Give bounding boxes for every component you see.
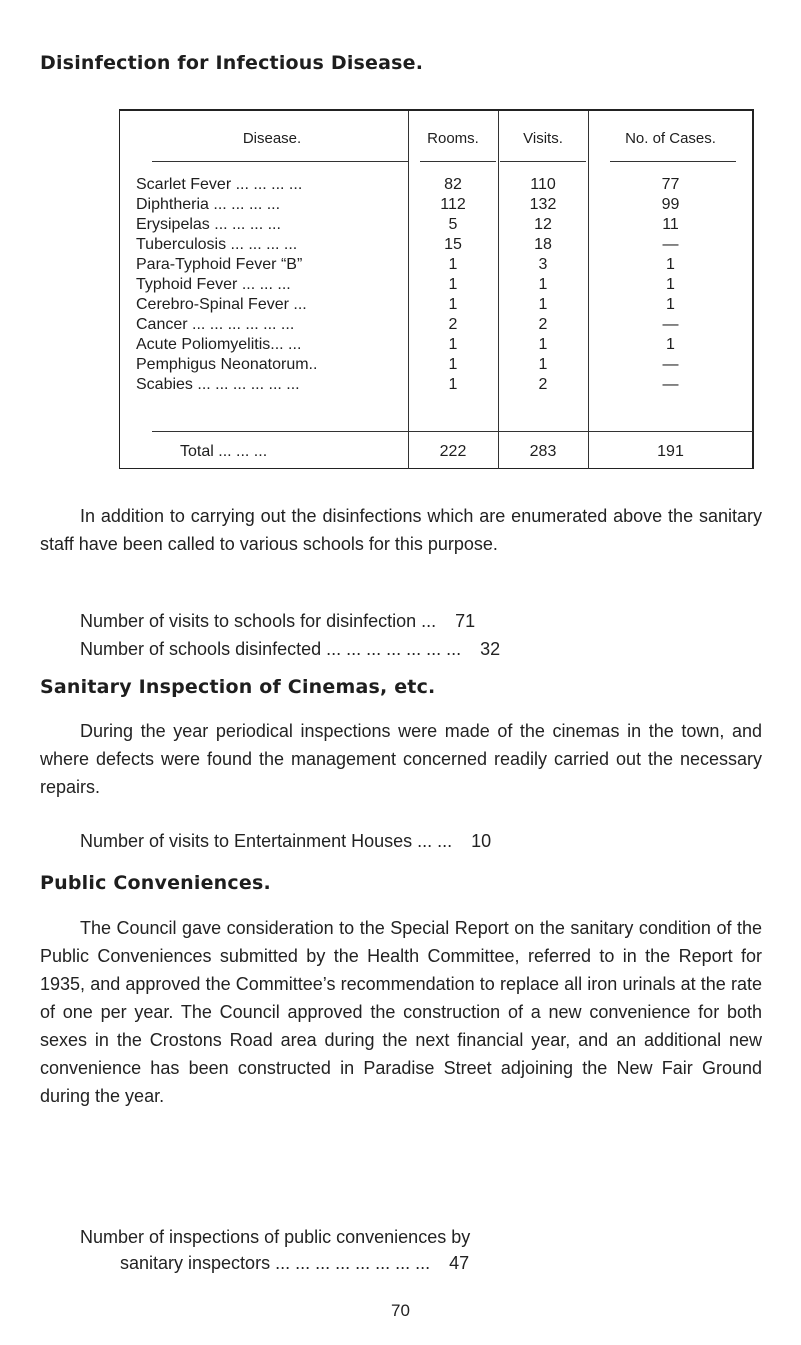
cell-visits: 2 <box>538 376 548 393</box>
stat-label: Number of visits to Entertainment Houses ... ... <box>80 831 453 851</box>
table-total-rule <box>152 431 753 432</box>
cell-visits: 18 <box>534 236 552 253</box>
cell-disease: Diphtheria ... ... ... ... <box>136 196 281 213</box>
table-row <box>120 295 753 315</box>
table-header-rule <box>500 161 586 162</box>
stat-label: Number of inspections of public conveniences by <box>80 1227 471 1247</box>
cell-disease: Scarlet Fever ... ... ... ... <box>136 176 303 193</box>
cell-cases: 1 <box>666 256 675 273</box>
table-row <box>120 315 753 335</box>
disinfection-table <box>119 109 754 469</box>
cell-visits: 110 <box>530 176 556 193</box>
cell-disease: Pemphigus Neonatorum.. <box>136 356 318 373</box>
table-row <box>120 335 753 355</box>
table-row <box>120 215 753 235</box>
stat-school-visits <box>80 609 475 633</box>
table-header-rule <box>610 161 736 162</box>
cell-cases: — <box>662 316 679 333</box>
stat-entertainment-visits <box>80 829 491 853</box>
cell-rooms: 1 <box>448 376 458 393</box>
cell-disease: Erysipelas ... ... ... ... <box>136 216 281 233</box>
cell-disease: Cerebro-Spinal Fever ... <box>136 296 307 313</box>
cell-rooms: 5 <box>448 216 458 233</box>
table-total-row <box>120 442 753 462</box>
section-title-public-conveniences: Public Conveniences. <box>40 872 271 894</box>
cell-visits: 132 <box>529 196 557 213</box>
cell-cases: 77 <box>661 176 680 193</box>
cell-cases: — <box>662 376 679 393</box>
cell-cases: 1 <box>666 336 675 353</box>
stat-label: sanitary inspectors ... ... ... ... ... ... ... ... <box>120 1253 431 1273</box>
cell-total-visits: 283 <box>529 443 557 460</box>
table-row <box>120 175 753 195</box>
cell-total-label: Total ... ... ... <box>180 443 268 460</box>
cell-rooms: 15 <box>444 236 462 253</box>
table-row <box>120 235 753 255</box>
stat-convenience-inspections-line2 <box>120 1251 469 1275</box>
cell-disease: Cancer ... ... ... ... ... ... <box>136 316 295 333</box>
stat-label: Number of schools disinfected ... ... ... ... ... ... ... <box>80 639 462 659</box>
table-row <box>120 375 753 395</box>
table-row <box>120 355 753 375</box>
cell-total-rooms: 222 <box>439 443 467 460</box>
cell-rooms: 1 <box>448 336 458 353</box>
cell-cases: — <box>662 236 679 253</box>
cell-rooms: 2 <box>448 316 458 333</box>
section-title-disinfection: Disinfection for Infectious Disease. <box>40 52 424 74</box>
cell-cases: 11 <box>662 216 679 233</box>
table-row <box>120 255 753 275</box>
cell-visits: 1 <box>538 356 548 373</box>
cell-visits: 3 <box>538 256 548 273</box>
stat-value: 32 <box>480 639 501 659</box>
cell-rooms: 1 <box>448 296 458 313</box>
cell-total-cases: 191 <box>657 443 684 460</box>
cell-visits: 2 <box>538 316 548 333</box>
cell-rooms: 82 <box>444 176 462 193</box>
cell-cases: 1 <box>666 276 675 293</box>
stat-label: Number of visits to schools for disinfection ... <box>80 611 437 631</box>
cell-rooms: 1 <box>448 276 458 293</box>
cell-rooms: 1 <box>448 356 458 373</box>
cell-cases: 1 <box>666 296 675 313</box>
cell-cases: — <box>662 356 679 373</box>
cell-disease: Tuberculosis ... ... ... ... <box>136 236 298 253</box>
disinfection-paragraph: In addition to carrying out the disinfections which are enumerated above the sanitary staff have been called to various schools for this purpose. <box>40 506 762 554</box>
header-rooms: Rooms. <box>427 130 479 147</box>
cell-rooms: 1 <box>448 256 458 273</box>
table-row <box>120 195 753 215</box>
header-visits: Visits. <box>523 130 563 147</box>
table-header-rule <box>420 161 496 162</box>
cell-visits: 12 <box>534 216 552 233</box>
table-row <box>120 275 753 295</box>
stat-convenience-inspections-line1 <box>80 1225 470 1249</box>
stat-value: 47 <box>449 1253 470 1273</box>
cell-visits: 1 <box>538 276 548 293</box>
header-cases: No. of Cases. <box>625 130 716 147</box>
cell-disease: Acute Poliomyelitis... ... <box>136 336 302 353</box>
section-title-cinemas: Sanitary Inspection of Cinemas, etc. <box>40 676 436 698</box>
cell-disease: Para-Typhoid Fever “B” <box>136 256 303 273</box>
cell-disease: Scabies ... ... ... ... ... ... <box>136 376 300 393</box>
cell-cases: 99 <box>661 196 680 213</box>
cell-visits: 1 <box>538 336 548 353</box>
stat-schools-disinfected <box>80 637 500 661</box>
table-header-rule <box>152 161 408 162</box>
cell-disease: Typhoid Fever ... ... ... <box>136 276 291 293</box>
conveniences-paragraph: The Council gave consideration to the Special Report on the sanitary condition of the Public Conveniences submitted by the Health Committee, referred to in the Report for 1935, and approved the Committee’s recommendation to replace all iron urinals at the rate of one per year. The Council approved the construction of a new convenience for both sexes in the Crostons Road area during the next financial year, and an additional new convenience has been constructed in Paradise Street adjoining the New Fair Ground during the year. <box>40 918 762 1106</box>
cinemas-paragraph: During the year periodical inspections were made of the cinemas in the town, and where defects were found the management concerned readily carried out the necessary repairs. <box>40 721 762 797</box>
page-number: 70 <box>391 1301 410 1320</box>
stat-value: 10 <box>471 831 492 851</box>
cell-visits: 1 <box>538 296 548 313</box>
stat-value: 71 <box>455 611 476 631</box>
header-disease: Disease. <box>242 130 302 147</box>
cell-rooms: 112 <box>440 196 466 213</box>
